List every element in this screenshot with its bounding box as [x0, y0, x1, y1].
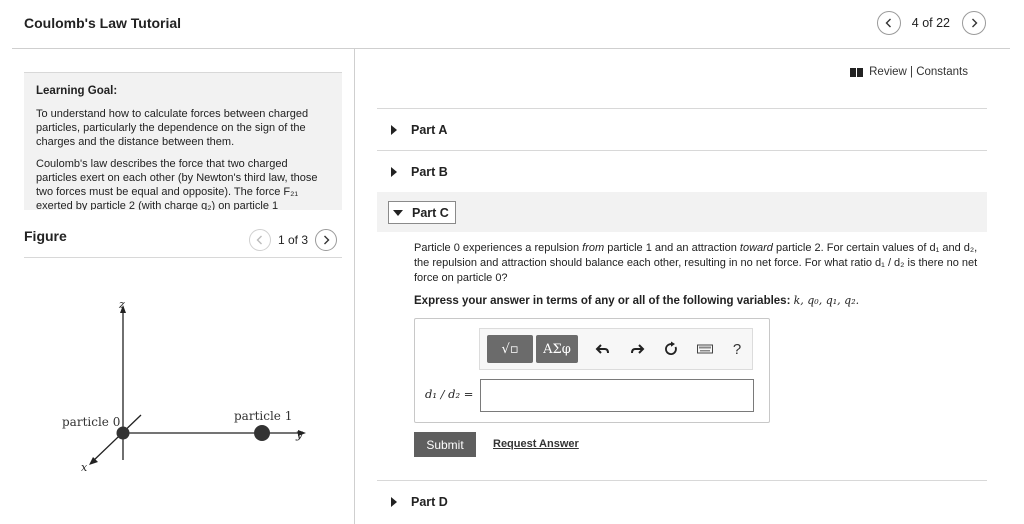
figure-title: Figure [24, 228, 67, 244]
instructions-text: Express your answer in terms of any or all of the following variables: [414, 295, 794, 307]
question-emphasis: from [582, 242, 605, 254]
x-axis-label: x [81, 461, 88, 474]
help-button[interactable]: ? [732, 340, 742, 358]
answer-editor [414, 318, 770, 423]
part-c-header [377, 192, 987, 232]
part-d-row[interactable] [377, 480, 987, 522]
chevron-right-icon [321, 235, 331, 245]
learning-goal-panel[interactable] [24, 72, 342, 210]
chevron-right-icon [969, 18, 979, 28]
item-counter: 4 of 22 [911, 16, 950, 30]
figure-divider [24, 257, 342, 258]
previous-figure-button[interactable] [249, 229, 271, 251]
reset-button[interactable] [654, 335, 688, 363]
part-d-label: Part D [411, 494, 448, 509]
learning-goal-title: Learning Goal: [36, 85, 118, 97]
book-icon [850, 68, 863, 77]
math-toolbar [479, 328, 753, 370]
answer-label: d₁ / d₂ = [425, 387, 474, 401]
redo-icon [629, 341, 645, 357]
part-c-label: Part C [412, 205, 449, 220]
redo-button[interactable] [620, 335, 654, 363]
coulomb-figure [40, 290, 330, 480]
panel-divider [354, 49, 355, 524]
chevron-left-icon [255, 235, 265, 245]
part-a-row[interactable] [377, 108, 987, 150]
z-axis-label: z [119, 298, 125, 311]
header [0, 0, 1024, 48]
previous-item-button[interactable] [877, 11, 901, 35]
review-constants-link[interactable] [850, 66, 968, 78]
next-figure-button[interactable] [315, 229, 337, 251]
learning-goal-paragraph: To understand how to calculate forces between charged particles, particularly the dependence on the sign of the charges and the distance between them. [36, 108, 309, 148]
app-title: Coulomb's Law Tutorial [24, 15, 182, 31]
triangle-right-icon [391, 497, 397, 507]
part-b-row[interactable] [377, 150, 987, 192]
particle-1 [254, 425, 270, 441]
submit-button[interactable]: Submit [414, 432, 476, 457]
item-pager [877, 11, 986, 35]
question-text-part: particle 2. For certain values of d₁ and d₂, the repulsion and attraction should balance each other, resulting in no net force. For what ratio d₁ / d₂ is there no net force on particle 0? [414, 242, 978, 284]
question-text-part: particle 1 and an attraction [604, 242, 740, 254]
triangle-down-icon [393, 210, 403, 216]
question-emphasis: toward [739, 242, 773, 254]
next-item-button[interactable] [962, 11, 986, 35]
learning-goal-paragraph: Coulomb's law describes the force that two charged particles exert on each other (by Newton's third law, those two forces must be equal and opposite). The force F₂₁ exerted by particle 2 (with charge q₂) on particle 1 [36, 158, 318, 210]
undo-button[interactable] [586, 335, 620, 363]
undo-icon [595, 341, 611, 357]
question-text [414, 241, 980, 286]
request-answer-link[interactable]: Request Answer [493, 438, 579, 450]
part-a-label: Part A [411, 122, 448, 137]
review-constants-label: Review | Constants [869, 66, 968, 78]
particle-0-label: particle 0 [62, 415, 121, 429]
answer-instructions [414, 294, 859, 307]
answer-input[interactable] [480, 379, 754, 412]
question-text-part: Particle 0 experiences a repulsion [414, 242, 583, 254]
particle-1-label: particle 1 [234, 409, 293, 423]
allowed-variables: k, q₀, q₁, q₂. [793, 294, 860, 307]
keyboard-icon [697, 341, 713, 357]
part-c-toggle[interactable] [388, 201, 456, 224]
triangle-right-icon [391, 167, 397, 177]
templates-button[interactable]: √▫ [487, 335, 533, 363]
greek-symbols-button[interactable]: ΑΣφ [536, 335, 578, 363]
header-divider [12, 48, 1010, 49]
chevron-left-icon [884, 18, 894, 28]
part-b-label: Part B [411, 164, 448, 179]
triangle-right-icon [391, 125, 397, 135]
y-axis-label: y [296, 427, 303, 441]
figure-pager [249, 229, 337, 251]
reset-icon [663, 341, 679, 357]
keyboard-button[interactable] [688, 335, 722, 363]
figure-counter: 1 of 3 [278, 233, 309, 247]
